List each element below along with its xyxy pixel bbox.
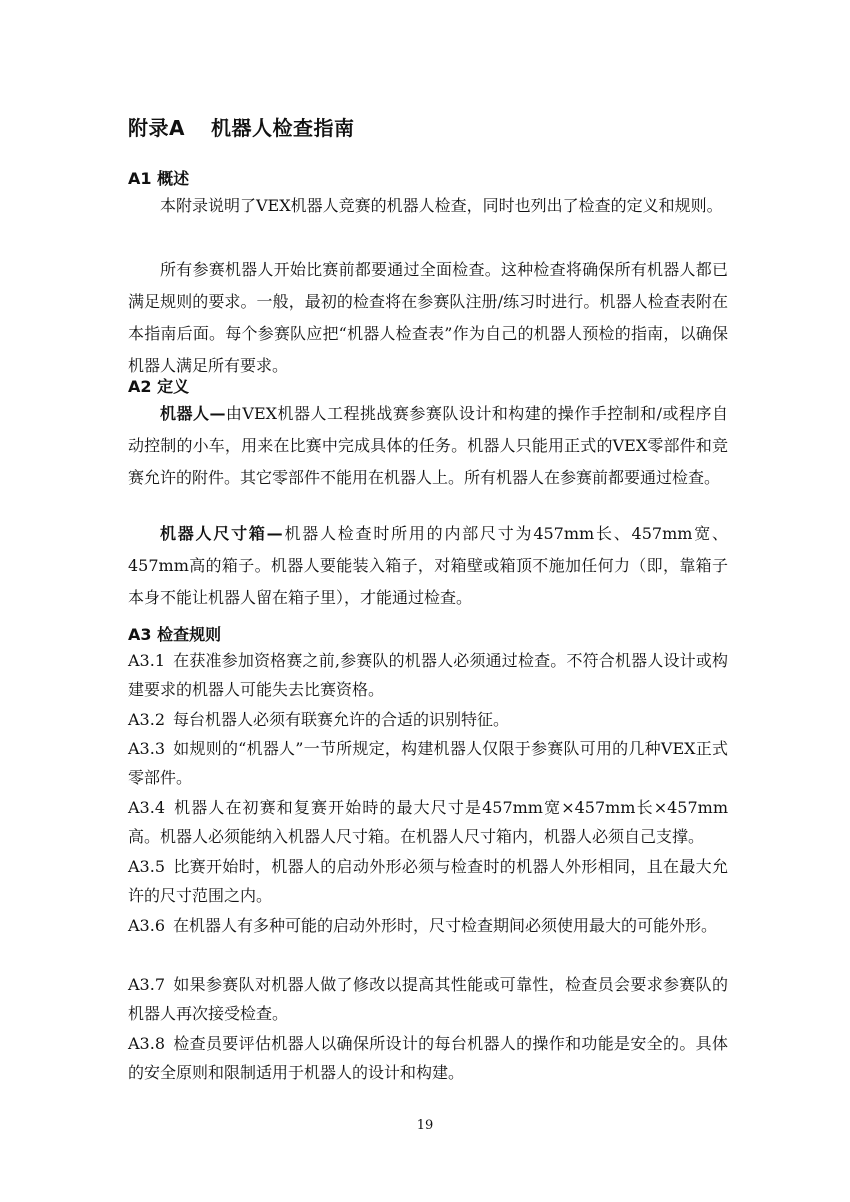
rule-text: 每台机器人必须有联赛允许的合适的识别特征。	[173, 710, 510, 729]
rule-number: A3.3	[128, 739, 165, 758]
section-heading-a1: A1 概述	[128, 169, 190, 188]
rule-number: A3.2	[128, 710, 165, 729]
rule-item	[128, 646, 728, 704]
definition-text: 由VEX机器人工程挑战赛参赛队设计和构建的操作手控制和/或程序自动控制的小车，用来在比赛中完成具体的任务。机器人只能用正式的VEX零部件和竞赛允许的附件。其它零部件不能用在机器人上。所有机器人在参赛前都要通过检查。	[128, 404, 728, 487]
rule-number: A3.7	[128, 975, 165, 994]
rule-text: 检查员要评估机器人以确保所设计的每台机器人的操作和功能是安全的。具体的安全原则和限制适用于机器人的设计和构建。	[128, 1034, 728, 1082]
definition-robot	[128, 398, 728, 494]
rule-item	[128, 852, 728, 910]
rule-text: 机器人在初赛和复赛开始時的最大尺寸是457mm宽×457mm长×457mm高。机器人必须能纳入机器人尺寸箱。在机器人尺寸箱内，机器人必须自己支撑。	[128, 798, 728, 846]
appendix-title: 机器人检查指南	[210, 116, 355, 140]
rule-text: 在获准参加资格赛之前,参赛队的机器人必须通过检查。不符合机器人设计或构建要求的机器人可能失去比赛资格。	[128, 651, 728, 699]
rule-text: 在机器人有多种可能的启动外形时，尺寸检查期间必须使用最大的可能外形。	[173, 916, 718, 935]
definition-term: 机器人—	[160, 404, 226, 423]
rule-item	[128, 734, 728, 792]
paragraph-a1-1: 本附录说明了VEX机器人竞赛的机器人检查，同时也列出了检查的定义和规则。	[160, 196, 723, 215]
rule-number: A3.1	[128, 651, 165, 670]
rule-item	[128, 911, 728, 940]
rule-number: A3.6	[128, 916, 165, 935]
rule-text: 如规则的“机器人”一节所规定，构建机器人仅限于参赛队可用的几种VEX正式零部件。	[128, 739, 728, 787]
rule-item	[128, 970, 728, 1028]
definition-sizing-box	[128, 518, 728, 614]
rule-item	[128, 793, 728, 851]
page-number: 19	[416, 1118, 434, 1133]
rule-text: 比赛开始时，机器人的启动外形必须与检查时的机器人外形相同，且在最大允许的尺寸范围之内。	[128, 857, 728, 905]
definition-text: 机器人检查时所用的内部尺寸为457mm长、457mm宽、457mm高的箱子。机器人要能装入箱子，对箱壁或箱顶不施加任何力（即，靠箱子本身不能让机器人留在箱子里），才能通过检查。	[128, 524, 728, 607]
rule-number: A3.5	[128, 857, 165, 876]
section-heading-a3: A3 检查规则	[128, 625, 222, 644]
paragraph-a1-2: 所有参赛机器人开始比赛前都要通过全面检查。这种检查将确保所有机器人都已满足规则的要求。一般，最初的检查将在参赛队注册/练习时进行。机器人检查表附在本指南后面。每个参赛队应把“机器人检查表”作为自己的机器人预检的指南，以确保机器人满足所有要求。	[128, 260, 728, 375]
section-heading-a2: A2 定义	[128, 377, 190, 396]
definition-term: 机器人尺寸箱—	[160, 524, 283, 543]
rule-number: A3.4	[128, 798, 165, 817]
appendix-label: 附录A	[128, 116, 185, 140]
rule-item	[128, 1029, 728, 1087]
rule-number: A3.8	[128, 1034, 165, 1053]
rule-item	[128, 705, 728, 734]
rule-text: 如果参赛队对机器人做了修改以提高其性能或可靠性，检查员会要求参赛队的机器人再次接受检查。	[128, 975, 728, 1023]
page-title	[128, 112, 354, 141]
